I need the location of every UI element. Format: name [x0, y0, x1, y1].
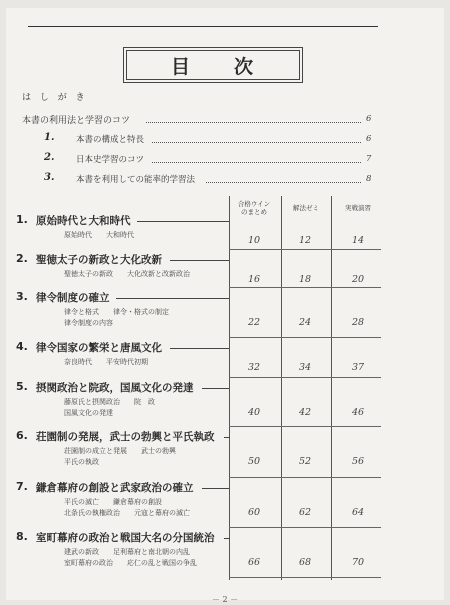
chapter-page-number: 12 [298, 235, 312, 246]
sub-item-number: 1. [44, 132, 55, 143]
chapter-topic: 律令と格式 律令・格式の制定 [64, 308, 169, 316]
chapter-page-number: 70 [351, 557, 365, 568]
chapter-number: 5. [16, 380, 28, 393]
sub-item-dots [206, 182, 361, 183]
howto-page: 6 [366, 114, 372, 124]
title-box [126, 50, 300, 80]
chapter-topic: 平氏の滅亡 鎌倉幕府の創設 [64, 498, 162, 506]
chapter-topic: 藤原氏と摂関政治 院 政 [64, 398, 155, 406]
sub-item-page: 6 [366, 134, 372, 144]
chapter-rule [202, 488, 229, 489]
howto-dots [146, 122, 361, 123]
chapter-page-number: 50 [247, 456, 261, 467]
chapter-title: 聖徳太子の新政と大化改新 [36, 254, 162, 266]
chapter-page-number: 46 [351, 407, 365, 418]
chapter-rule [224, 437, 230, 438]
chapter-topic: 聖徳太子の新政 大化改新と改新政治 [64, 270, 190, 278]
chapter-page-number: 20 [351, 274, 365, 285]
chapter-page-number: 56 [351, 456, 365, 467]
row-separator [229, 287, 381, 288]
chapter-number: 8. [16, 530, 28, 543]
chapter-topic: 律令制度の内容 [64, 319, 113, 327]
toc-page [6, 8, 444, 604]
chapter-page-number: 24 [298, 317, 312, 328]
chapter-topic: 荘園制の成立と発展 武士の勃興 [64, 447, 176, 455]
chapter-title: 律令制度の確立 [36, 292, 110, 304]
top-rule [28, 26, 378, 27]
chapter-title: 摂関政治と院政，国風文化の発達 [36, 382, 194, 394]
sub-item-dots [152, 162, 361, 163]
chapter-page-number: 60 [247, 507, 261, 518]
chapter-page-number: 18 [298, 274, 312, 285]
row-separator [229, 527, 381, 528]
row-separator [229, 426, 381, 427]
row-separator [229, 477, 381, 478]
chapter-title: 鎌倉幕府の創設と武家政治の確立 [36, 482, 194, 494]
chapter-title: 室町幕府の政治と戦国大名の分国統治 [36, 532, 215, 544]
sub-item-number: 3. [44, 172, 55, 183]
col-header-seminar: 解法ゼミ [293, 204, 319, 212]
chapter-topic: 平氏の執政 [64, 458, 99, 466]
chapter-page-number: 10 [247, 235, 261, 246]
chapter-topic: 室町幕府の政治 応仁の乱と戦国の争乱 [64, 559, 197, 567]
chapter-page-number: 68 [298, 557, 312, 568]
chapter-topic: 建武の新政 足利幕府と南北朝の内乱 [64, 548, 190, 556]
col-divider [281, 196, 282, 580]
chapter-number: 6. [16, 429, 28, 442]
preface-label: は し が き [22, 93, 88, 103]
row-separator [229, 249, 381, 250]
chapter-page-number: 40 [247, 407, 261, 418]
chapter-page-number: 22 [247, 317, 261, 328]
sub-item-text: 日本史学習のコツ [76, 155, 145, 165]
sub-item-page: 7 [366, 154, 372, 164]
row-separator [229, 337, 381, 338]
row-separator [229, 577, 381, 578]
chapter-topic: 北条氏の執権政治 元寇と幕府の滅亡 [64, 509, 190, 517]
chapter-page-number: 28 [351, 317, 365, 328]
chapter-title: 荘園制の発展，武士の勃興と平氏執政 [36, 431, 215, 443]
chapter-page-number: 14 [351, 235, 365, 246]
chapter-page-number: 42 [298, 407, 312, 418]
chapter-number: 2. [16, 252, 28, 265]
chapter-rule [202, 388, 229, 389]
chapter-page-number: 52 [298, 456, 312, 467]
chapter-topic: 原始時代 大和時代 [64, 231, 134, 239]
chapter-page-number: 62 [298, 507, 312, 518]
sub-item-number: 2. [44, 152, 55, 163]
chapter-page-number: 34 [298, 362, 312, 373]
chapter-number: 7. [16, 480, 28, 493]
sub-item-dots [152, 142, 361, 143]
chapter-number: 4. [16, 340, 28, 353]
col-divider [229, 196, 230, 580]
howto-label: 本書の利用法と学習のコツ [22, 116, 131, 126]
sub-item-text: 本書の構成と特長 [76, 135, 145, 145]
chapter-title: 律令国家の繁栄と唐風文化 [36, 342, 162, 354]
chapter-rule [116, 298, 229, 299]
col-header-summary: 合格ウイン のまとめ [237, 200, 271, 216]
col-header-practice: 実戦演習 [345, 204, 371, 212]
sub-item-text: 本書を利用しての能率的学習法 [76, 175, 196, 185]
sub-item-page: 8 [366, 174, 372, 184]
chapter-page-number: 37 [351, 362, 365, 373]
chapter-title: 原始時代と大和時代 [36, 215, 131, 227]
chapter-page-number: 64 [351, 507, 365, 518]
chapter-rule [224, 538, 230, 539]
page-number-footer: － 2 － [211, 595, 239, 604]
col-divider [331, 196, 332, 580]
chapter-number: 1. [16, 213, 28, 226]
chapter-page-number: 66 [247, 557, 261, 568]
chapter-rule [137, 221, 229, 222]
page-title: 目 次 [170, 55, 255, 78]
chapter-page-number: 32 [247, 362, 261, 373]
chapter-topic: 奈良時代 平安時代初期 [64, 358, 148, 366]
chapter-page-number: 16 [247, 274, 261, 285]
chapter-topic: 国風文化の発達 [64, 409, 113, 417]
chapter-rule [170, 260, 229, 261]
chapter-rule [170, 348, 229, 349]
chapter-number: 3. [16, 290, 28, 303]
row-separator [229, 377, 381, 378]
